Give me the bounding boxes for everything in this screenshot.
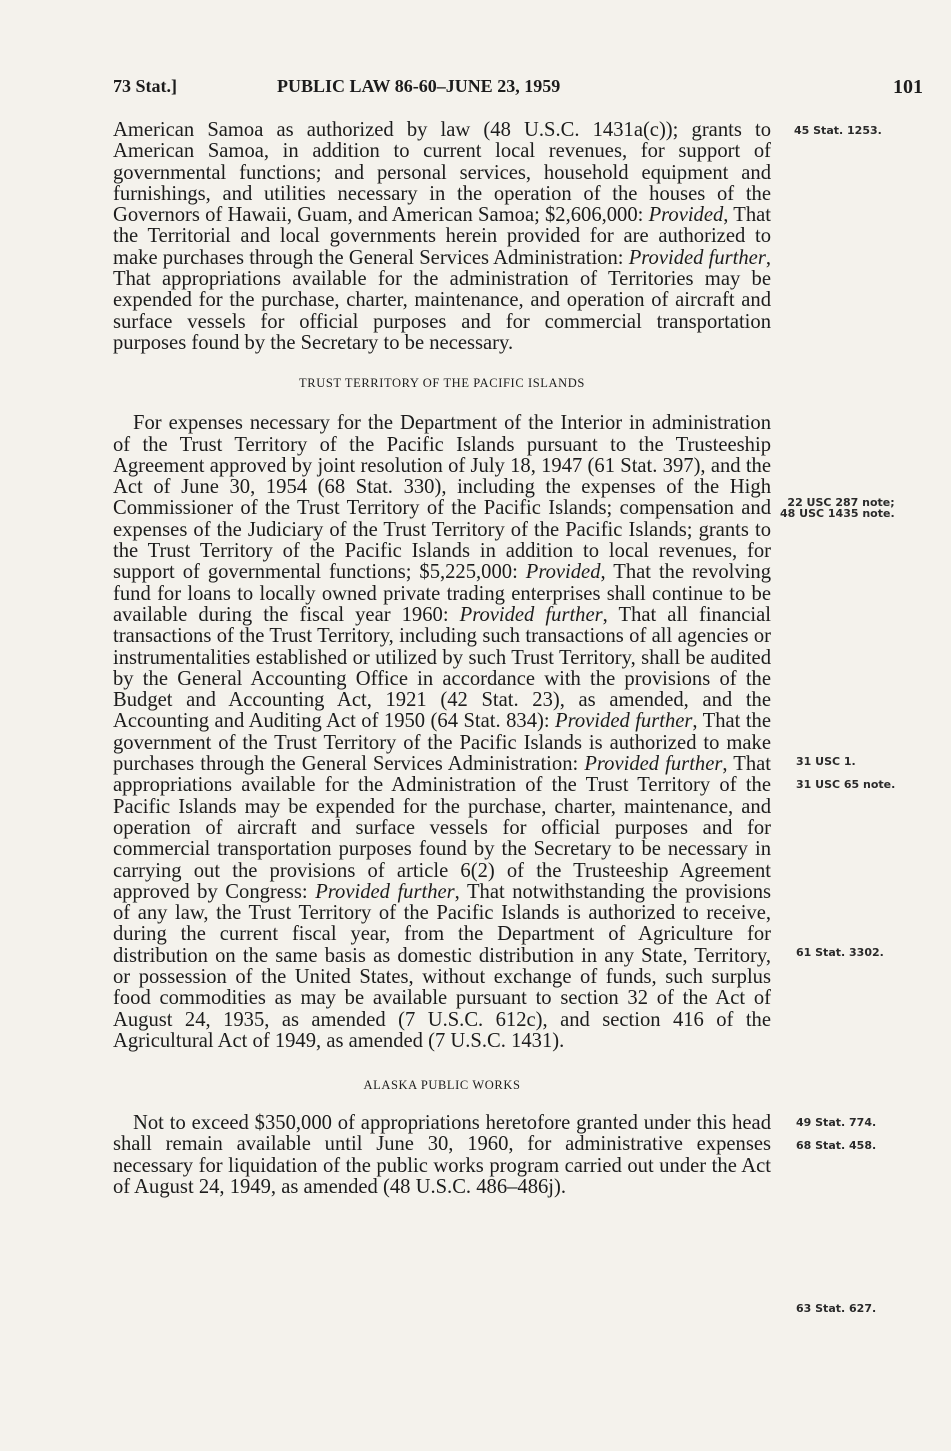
margin-note: 63 Stat. 627.	[796, 1302, 877, 1315]
margin-note	[780, 497, 895, 519]
italic-proviso: Provided further	[459, 603, 603, 626]
page-number: 101	[893, 76, 923, 98]
statute-volume: 73 Stat.]	[113, 76, 177, 96]
text-run: , That the government of the Trust Territory of the Pacific Islands is authorized to make purchases through the General Services Administration:	[113, 710, 771, 776]
italic-proviso: Provided further	[315, 880, 455, 903]
margin-note: 49 Stat. 774.	[796, 1116, 877, 1129]
section-heading-alaska-public-works: ALASKA PUBLIC WORKS	[363, 1078, 521, 1093]
law-title: PUBLIC LAW 86-60–JUNE 23, 1959	[277, 76, 561, 96]
paragraph-american-samoa	[113, 120, 771, 354]
margin-note: 45 Stat. 1253.	[794, 124, 882, 137]
italic-proviso: Provided further	[628, 246, 766, 269]
text-run: , That notwithstanding the provisions of any law, the Trust Territory of the Pacific Islands is authorized to receive, during the current fiscal year, from the Department of Agriculture for distribution on the same basis as domestic distribution in any State, Territory, or possession of the United States, without exchange of funds, such surplus food commodities as may be available pursuant to section 32 of the Act of August 24, 1935, as amended (7 U.S.C. 612c), and section 416 of the Agricultural Act of 1949, as amended (7 U.S.C. 1431).	[113, 880, 772, 1052]
text-run: American Samoa as authorized by law (48 U.S.C. 1431a(c)); grants to American Samoa, in addition to current local revenues, for support of governmental functions; and personal services, household equipment and furnishings, and utilities necessary in the operation of the houses of the Governors of Hawaii, Guam, and American Samoa; $2,606,000:	[113, 119, 771, 227]
paragraph-trust-territory	[113, 413, 771, 1052]
margin-note-line: 22 USC 287 note;	[787, 496, 895, 509]
main-text-column	[113, 120, 771, 1198]
margin-note: 68 Stat. 458.	[796, 1139, 877, 1152]
text-run: , That appropriations available for the administration of Territories may be expended for the purchase, charter, maintenance, and operation of aircraft and surface vessels for official purposes and for commercial transportation purposes found by the Secretary to be necessary.	[113, 246, 771, 354]
margin-note: 61 Stat. 3302.	[796, 946, 884, 959]
italic-proviso: Provided further	[555, 710, 693, 733]
margin-note-line: 48 USC 1435 note.	[780, 507, 895, 520]
italic-proviso: Provided	[648, 204, 724, 227]
section-heading-trust-territory: TRUST TERRITORY OF THE PACIFIC ISLANDS	[299, 376, 585, 391]
text-run: , That the Territorial and local governments herein provided for are authorized to make purchases through the General Services Administration:	[113, 204, 771, 269]
running-header	[113, 76, 923, 100]
italic-proviso: Provided	[525, 561, 601, 584]
paragraph-alaska-public-works	[113, 1113, 771, 1198]
text-run: , That all financial transactions of the Trust Territory, including such transactions of all agencies or instrumentalities established or utilized by such Trust Territory, shall be audited by the General Accounting Office in accordance with the provisions of the Budget and Accounting Act, 1921 (42 Stat. 23), as amended, and the Accounting and Auditing Act of 1950 (64 Stat. 834):	[113, 603, 771, 733]
italic-proviso: Provided further	[584, 753, 723, 776]
text-run: For expenses necessary for the Department of the Interior in administration of the Trust Territory of the Pacific Islands pursuant to the Trusteeship Agreement approved by joint resolution of July 18, 1947 (61 Stat. 397), and the Act of June 30, 1954 (68 Stat. 330), including the expenses of the High Commissioner of the Trust Territory of the Pacific Islands; compensation and expenses of the Judiciary of the Trust Territory of the Pacific Islands; grants to the Trust Territory of the Pacific Islands in addition to local revenues, for support of governmental functions; $5,225,000:	[113, 412, 771, 584]
text-run: , That the revolving fund for loans to locally owned private trading enterprises shall continue to be available during the fiscal year 1960:	[113, 561, 772, 626]
text-run: Not to exceed $350,000 of appropriations heretofore granted under this head shall remain available until June 30, 1960, for administrative expenses necessary for liquidation of the public works program carried out under the Act of August 24, 1949, as amended (48 U.S.C. 486–486j).	[113, 1112, 771, 1199]
margin-note: 31 USC 1.	[796, 755, 856, 768]
text-run: , That appropriations available for the Administration of the Trust Territory of the Pacific Islands may be expended for the purchase, charter, maintenance, and operation of aircraft and surface vessels for official purposes and for commercial transportation purposes found by the Secretary to be necessary in carrying out the provisions of article 6(2) of the Trusteeship Agreement approved by Congress:	[113, 753, 772, 903]
margin-note: 31 USC 65 note.	[796, 778, 896, 791]
